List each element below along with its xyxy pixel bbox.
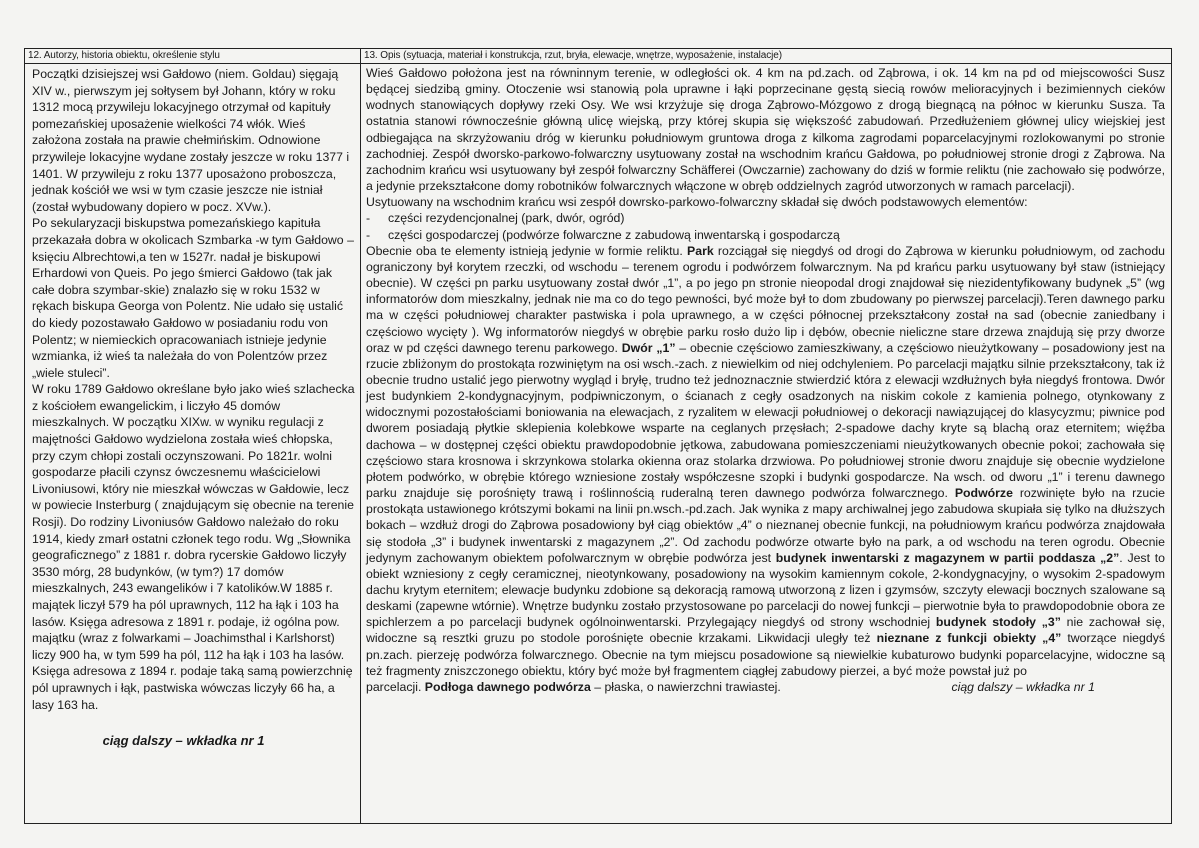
list-item [366, 227, 1165, 243]
text-run: Obecnie oba te elementy istnieją jedynie w formie reliktu. [366, 243, 688, 258]
history-paragraph: Początki dzisiejszej wsi Gałdowo (niem. Goldau) sięgają XIV w., pierwszym jej sołtysem był Johann, który w roku 1312 mocą przywileju lokacyjnego otrzymał od kapituły pomezańskiej uposażenie wielkości 74 włók. Wieś założona została na prawie chełmińskim. Odnowione przywileje lokacyjne wydane zostały jeszcze w roku 1377 i 1401. W przywileju z roku 1377 uposażono proboszcza, jednak kościół we wsi w tym czasie jeszcze nie istniał (został wybudowany dopiero w pocz. XVw.). [32, 67, 350, 214]
text-run: . Jest to obiekt wzniesiony z cegły ceramicznej, nieotynkowany, posadowiony na wysokim kamiennym cokole, 2-kondygnacyjny, o wysokim 2-spadowym dachu krytym eternitem; elewacje budynku zdobione są dekoracją ramową utworzoną z lizen i gzymsów, szczyty elewacji bocznych szalowane są deskami (zapewne wtórnie). Wnętrze budynku zostało przystosowane po parcelacji do nowej funkcji – pierwotnie była to prawdopodobnie obora ze spichlerzem a po parcelacji budynek ogólnoinwentarski. Przylegający niegdyś od strony wschodniej [366, 550, 1166, 630]
text-run: parcelacji. [366, 679, 425, 694]
final-line [366, 679, 1165, 695]
bold-term-obiekty-4: nieznane z funkcji obiekty „4” [876, 631, 1062, 646]
description-paragraph: Wieś Gałdowo położona jest na równinnym terenie, w odległości ok. 4 km na pd.zach. od Ząbrowa, i ok. 14 km na pd od miejscowości Susz będącej siedzibą gminy. Otoczenie wsi stanowią pola uprawne i łąki poprzecinane gęstą siecią rowów melioracyjnych i bezimiennych cieków wodnych stanowiących dopływy rzeki Osy. We wsi krzyżuje się droga Ząbrowo-Mózgowo z drogą biegnącą na północ w kierunku Susza. Ta ostatnia stanowi równocześnie główną ulicę wiejską, przy której skupia się większość zabudowań. Przedłużeniem głównej ulicy wiejskiej jest odbiegająca na skrzyżowaniu dróg w kierunku południowym gruntowa droga z kilkoma zagrodami poparcelacyjnymi rozlokowanymi po stronie zachodniej. Zespół dworsko-parkowo-folwarczny usytuowany został na wschodnim krańcu Gałdowa, po południowej stronie drogi z Ząbrowa. Na zachodnim krańcu wsi usytuowany był zespół folwarczny Schäfferei (Owczarnie) zachowany do dziś w formie reliktu (nie zachowało się podwórze, a jedynie przekształcone domy robotników folwarcznych włączone w obręb oddzielnych zagród utworzonych w ramach parcelacji). [366, 66, 1165, 194]
final-sentence [366, 679, 781, 695]
history-paragraph: Po sekularyzacji biskupstwa pomezańskiego kapituła przekazała dobra w okolicach Szmbarka -w tym Gałdowo – księciu Albrechtowi,a ten w 1527r. nadał je biskupowi Erhardowi von Queis. Po jego śmierci Gałdowo (tak jak całe dobra szymbar-skie) znalazło się w roku 1532 w rękach biskupa Georga von Polentz. Nie udało się ustalić do kiedy pozostawało Gałdowo w posiadaniu rodu von Polentz; w niemieckich opracowaniach istnieje jedynie wzmianka, iż wieś ta należała do von Polentzów przez „wiele stuleci”. [32, 216, 354, 380]
text-run: – obecnie częściowo zamieszkiwany, a częściowo nieużytkowany – posadowiony jest na rzucie zbliżonym do prostokąta rozwiniętym na osi wsch.-zach. z niewielkim od niej odchyleniem. Po parcelacji majątku silnie przekształcony, tak iż obecnie trudno ustalić jego pierwotny wygląd i bryłę, trudno też jednoznacznie stwierdzić która z elewacji wzdłużnych była niegdyś frontowa. Dwór jest budynkiem 2-kondygnacyjnym, podpiwniczonym, o ścianach z cegły osadzonych na niskim cokole z kamienia polnego, otynkowany z widocznymi pozostałościami boniowania na elewacjach, z ryzalitem w elewacji południowej o dekoracji nawiązującej do klasycyzmu; piwnice pod dworem posiadają płytkie sklepienia kolebkowe wsparte na ceglanych przęsłach; 2-spadowe dachy kryte są blachą oraz eternitem; więźba dachowa – w dostępnej części obiektu prawdopodobnie jętkowa, zabudowana pomieszczeniami nieużytkowanych obecnie pokoi; zachowała się częściowo stara krosnowa i skrzynkowa stolarka okienna oraz stolarka drzwiowa. Po południowej stronie dworu znajduje się obecnie wydzielone płotem podwórko, w obrębie którego wzniesione zostały współczesne szopki i budynki gospodarcze. Na wsch. od dworu „1” i terenu dawnego parku znajduje się porośnięty trawą i roślinnością ruderalną teren dawnego podwórza folwarcznego. [366, 340, 1165, 501]
list-item-text: części gospodarczej (podwórze folwarczne z zabudową inwentarską i gospodarczą [388, 227, 840, 242]
description-column [361, 49, 1171, 823]
history-paragraph: W roku 1789 Gałdowo określane było jako wieś szlachecka z kościołem ewangelickim, i liczyło 45 domów mieszkalnych. W początku XIXw. w wyniku regulacji z majętności Gałdowo wydzielona została wieś chłopska, przy czym chłopi zostali oczynszowani. Po 1821r. wolni gospodarze płacili czynsz ówczesnemu właścicielowi Livoniusowi, który nie mieszkał wówczas w Gałdowie, lecz w powiecie Insterburg ( znajdującym się obecnie na terenie Rosji). Do rodziny Livoniusów Gałdowo należało do roku 1914, kiedy zmarł ostatni członek tego rodu. Wg „Słownika geograficznego” z 1881 r. dobra rycerskie Gałdowo liczyły 3530 mórg, 28 budynków, (w tym?) 17 domów mieszkalnych, 243 ewangelików i 7 katolików.W 1885 r. majątek liczył 579 ha pól uprawnych, 112 ha łąk i 103 ha lasów. Księga adresowa z 1891 r. podaje, iż ogólna pow. majątku (wraz z folwarkami – Joachimsthal i Karlshorst) liczy 900 ha, w tym 599 ha pól, 112 ha łąk i 103 ha lasów. Księga adresowa z 1894 r. podaje taką samą powierzchnię pól uprawnych i łąk, pastwiska wówczas liczyły 66 ha, a lasy 163 ha. [32, 382, 355, 712]
text-run: nie zachował się, widoczne są resztki gruzu po stodole porośnięte obecnie krzakami. Likwidacji uległy też [366, 615, 1165, 646]
bold-term-stodola: budynek stodoły „3” [935, 615, 1061, 630]
section-13-header: 13. Opis (sytuacja, materiał i konstrukcja, rzut, bryła, elewacje, wnętrze, wyposażenie, instalacje) [361, 49, 1171, 64]
text-run: tworzące niegdyś pn.zach. pierzeję podwórza folwarcznego. Obecnie na tym miejscu posadowione są niewielkie kubaturowo budynki poparcelacyjne, widoczne są też fragmenty zniszczonego obiektu, który być może był fragmentem ciągłej zabudowy pierzei, a być może powstał już po [366, 631, 1165, 678]
continuation-note-left: ciąg dalszy – wkładka nr 1 [102, 733, 265, 749]
bold-term-podworze: Podwórze [954, 486, 1013, 501]
text-run: rozciągał się niegdyś od drogi do Ząbrowa w kierunku południowym, od zachodu ograniczony był korytem rzeczki, od wschodu – terenem ogrodu i podwórzem folwarcznym. Na pd krańcu parku usytuowany był staw (istniejący obecnie). W części pn parku usytuowany został dwór „1”, a po jego pn stronie nieopodal drogi znajdował się niezidentyfikowany budynek „5” (wg informatorów dom mieszkalny, jednak nie ma co do tego pewności, być może był to dom zbudowany po pierwszej parcelacji).Teren dawnego parku ma w części południowej charakter pastwiska i pola uprawnego, a w części północnej przekształcony został na sad (obecnie zaniedbany i częściowo wycięty ). Wg informatorów niegdyś w obrębie parku rosło dużo lip i dębów, obecnie nieliczne stare drzewa znajdują się przy dworze oraz w pd części dawnego terenu parkowego. [366, 243, 1165, 355]
form-sheet [24, 48, 1172, 824]
continuation-note-right: ciąg dalszy – wkładka nr 1 [951, 679, 1095, 694]
text-run: rozwinięte było na rzucie prostokąta ustawionego krótszymi bokami na linii pn.wsch.-pd.zach. Jak wynika z mapy archiwalnej jego zabudowa skupiała się tylko na dłuższych bokach – wzdłuż drogi do Ząbrowa posadowiony był ciąg obiektów „4” o nieznanej obecnie funkcji, na południowym krańcu podwórza znajdowała się stodoła „3” i budynek inwentarski z magazynem „2”. Od zachodu podwórze otwarte było na park, a od wschodu na teren ogrodu. Obecnie jedynym zachowanym obiektem pofolwarcznym w obrębie podwórza jest [366, 486, 1165, 565]
description-text [361, 64, 1171, 695]
bold-term-park: Park [687, 243, 714, 258]
text-run: – płaska, o nawierzchni trawiastej. [590, 679, 781, 694]
section-12-header: 12. Autorzy, historia obiektu, określenie stylu [25, 49, 360, 64]
bold-term-podloga: Podłoga dawnego podwórza [424, 679, 591, 694]
description-paragraph: Usytuowany na wschodnim krańcu wsi zespół dowrsko-parkowo-folwarczny składał się dwóch podstawowych elementów: [366, 195, 1028, 210]
history-text [25, 64, 360, 750]
bullet-dash: - [366, 211, 371, 226]
bold-term-dwor: Dwór „1” [621, 340, 676, 355]
history-column [25, 49, 361, 823]
list-item-text: części rezydencjonalnej (park, dwór, ogród) [388, 211, 625, 226]
description-paragraph [366, 243, 1165, 679]
bold-term-budynek-inwentarski: budynek inwentarski z magazynem w partii poddasza „2” [775, 550, 1120, 565]
list-item [366, 210, 1165, 226]
bullet-dash: - [366, 227, 371, 242]
